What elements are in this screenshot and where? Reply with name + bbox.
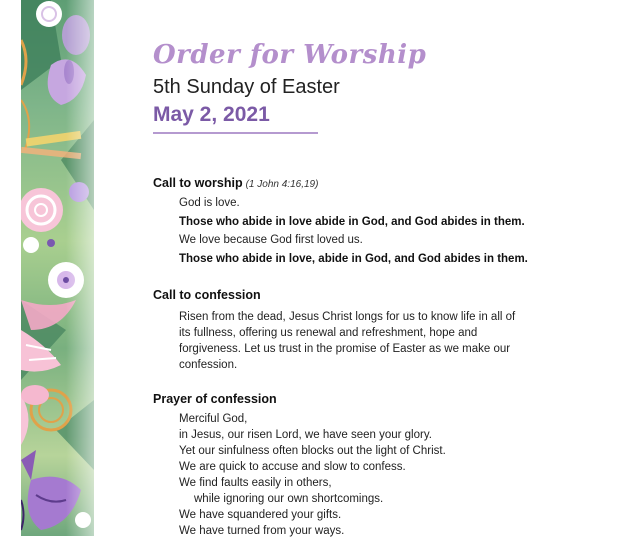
service-date: May 2, 2021: [153, 103, 270, 126]
scripture-reference: (1 John 4:16,19): [245, 179, 319, 190]
prayer-line: Merciful God,: [179, 413, 248, 425]
worship-line: God is love.: [179, 197, 240, 209]
prayer-line: while ignoring our own shortcomings.: [194, 493, 384, 505]
page-margin: [0, 0, 21, 536]
worship-response: Those who abide in love, abide in God, and God abides in them.: [179, 253, 528, 265]
prayer-line: We have turned from your ways.: [179, 525, 345, 537]
prayer-line: Yet our sinfulness often blocks out the light of Christ.: [179, 445, 446, 457]
sunday-subtitle: 5th Sunday of Easter: [153, 76, 340, 98]
prayer-line: in Jesus, our risen Lord, we have seen your glory.: [179, 429, 432, 441]
call-to-worship-heading: Call to worship (1 John 4:16,19): [153, 176, 319, 190]
prayer-line: We are quick to accuse and slow to confess.: [179, 461, 406, 473]
script-title: Order for Worship: [153, 40, 427, 70]
title-divider: [153, 132, 318, 134]
floral-border-image: [21, 0, 94, 536]
prayer-line: We have squandered your gifts.: [179, 509, 342, 521]
prayer-of-confession-heading: Prayer of confession: [153, 392, 277, 406]
worship-response: Those who abide in love abide in God, and God abides in them.: [179, 216, 525, 228]
call-to-confession-heading: Call to confession: [153, 288, 261, 302]
call-to-confession-text: Risen from the dead, Jesus Christ longs for us to know life in all of its fullness, offering us renewal and refreshment, hope and forgiveness. Let us trust in the promise of Easter as we make our confession.: [179, 311, 516, 371]
worship-line: We love because God first loved us.: [179, 234, 363, 246]
prayer-line: We find faults easily in others,: [179, 477, 332, 489]
